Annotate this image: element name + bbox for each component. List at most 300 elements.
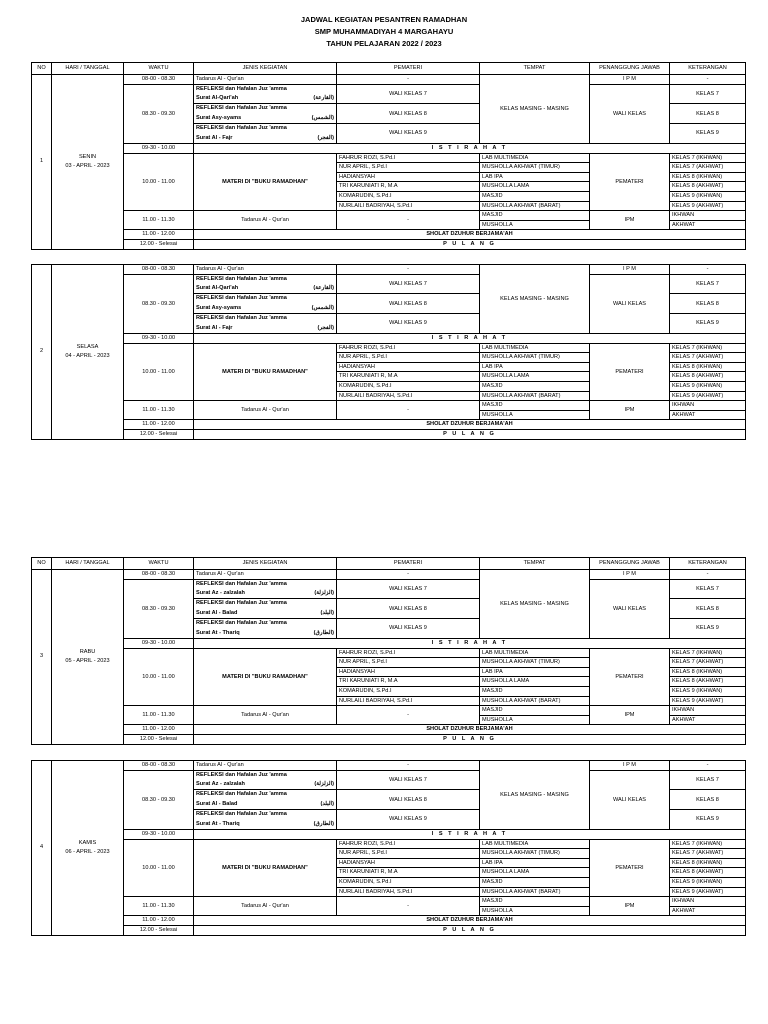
note-cell: KELAS 9 (670, 314, 746, 334)
place-cell: MUSHOLLA AKHWAT (TIMUR) (480, 353, 590, 363)
day-name: RABU (79, 649, 96, 656)
day-date: 03 - APRIL - 2023 (65, 162, 110, 169)
speaker-cell: WALI KELAS 9 (337, 619, 480, 639)
time-cell: 08-00 - 08.30 (124, 265, 194, 275)
surat-arabic: (القارعة) (313, 285, 334, 291)
day-date: 04 - APRIL - 2023 (65, 352, 110, 359)
table-row (32, 579, 746, 599)
speaker-cell: - (337, 211, 480, 230)
place-cell: MASJID (480, 401, 590, 411)
speaker-cell: WALI KELAS 9 (337, 810, 480, 830)
note-cell: KELAS 7 (670, 84, 746, 104)
note-cell: KELAS 8 (670, 294, 746, 314)
activity-cell: Tadarus Al - Qur'an (194, 75, 337, 85)
speaker-cell: WALI KELAS 7 (337, 770, 480, 790)
note-cell: IKHWAN (670, 706, 746, 716)
note-cell: - (670, 570, 746, 580)
table-row (32, 144, 746, 154)
table-row (32, 925, 746, 935)
note-cell: KELAS 9 (670, 810, 746, 830)
pj-cell: PEMATERI (590, 343, 670, 401)
break-cell: I S T I R A H A T (194, 830, 746, 840)
place-cell: MUSHOLLA (480, 220, 590, 230)
surat-arabic: (القارعة) (313, 95, 334, 101)
speaker-cell: WALI KELAS 9 (337, 314, 480, 334)
surat-name: Surat Al - Balad (196, 800, 238, 807)
place-cell: MASJID (480, 192, 590, 202)
place-cell: MASJID (480, 382, 590, 392)
refleksi-label: REFLEKSI dan Hafalan Juz 'amma (196, 791, 287, 798)
pj-cell: I P M (590, 570, 670, 580)
speaker-cell: WALI KELAS 8 (337, 599, 480, 619)
day-date: 06 - APRIL - 2023 (65, 848, 110, 855)
column-header: JENIS KEGIATAN (194, 558, 337, 570)
surat-name: Surat At - Thariq (196, 820, 240, 827)
row-number: 2 (32, 265, 52, 440)
surat-arabic: (الزلزلة) (314, 590, 334, 596)
time-cell: 08.30 - 09.30 (124, 770, 194, 829)
activity-cell (194, 274, 337, 294)
note-cell: KELAS 9 (IKHWAN) (670, 878, 746, 888)
surat-name: Surat Al - Fajr (196, 134, 233, 141)
surat-arabic: (الزلزلة) (314, 781, 334, 787)
place-cell: MUSHOLLA AKHWAT (BARAT) (480, 391, 590, 401)
pj-cell: PEMATERI (590, 839, 670, 897)
table-row (32, 916, 746, 926)
day-date: 05 - APRIL - 2023 (65, 657, 110, 664)
time-cell: 11.00 - 11.30 (124, 706, 194, 725)
pj-cell: WALI KELAS (590, 274, 670, 333)
time-cell: 12.00 - Selesai (124, 925, 194, 935)
speaker-cell: FAHRUR ROZI, S.Pd.I (337, 343, 480, 353)
activity-cell (194, 104, 337, 124)
table-row (32, 761, 746, 771)
note-cell: KELAS 7 (IKHWAN) (670, 839, 746, 849)
place-cell: LAB MULTIMEDIA (480, 648, 590, 658)
place-cell: KELAS MASING - MASING (480, 570, 590, 639)
table-row (32, 897, 746, 907)
surat-arabic: (الفجر) (317, 134, 334, 141)
surat-arabic: (الطارق) (313, 629, 334, 636)
note-cell: KELAS 8 (IKHWAN) (670, 858, 746, 868)
time-cell: 09-30 - 10.00 (124, 830, 194, 840)
refleksi-label: REFLEKSI dan Hafalan Juz 'amma (196, 811, 287, 818)
note-cell: KELAS 9 (670, 619, 746, 639)
time-cell: 08-00 - 08.30 (124, 75, 194, 85)
pj-cell: IPM (590, 897, 670, 916)
note-cell: KELAS 7 (AKHWAT) (670, 163, 746, 173)
refleksi-label: REFLEKSI dan Hafalan Juz 'amma (196, 295, 287, 302)
surat-name: Surat Az - zalzalah (196, 590, 245, 596)
note-cell: IKHWAN (670, 211, 746, 221)
note-cell: KELAS 7 (670, 770, 746, 790)
activity-cell: Tadarus Al - Qur'an (194, 265, 337, 275)
place-cell: MUSHOLLA (480, 715, 590, 725)
note-cell: AKHWAT (670, 220, 746, 230)
speaker-cell: HADIANSYAH (337, 172, 480, 182)
table-row (32, 211, 746, 221)
speaker-cell: FAHRUR ROZI, S.Pd.I (337, 153, 480, 163)
place-cell: KELAS MASING - MASING (480, 265, 590, 334)
table-row (32, 401, 746, 411)
time-cell: 12.00 - Selesai (124, 429, 194, 439)
document-title-block (0, 14, 768, 50)
column-header: HARI / TANGGAL (52, 63, 124, 75)
break-cell: I S T I R A H A T (194, 639, 746, 649)
speaker-cell: NUR APRIL, S.Pd.I (337, 163, 480, 173)
note-cell: KELAS 7 (IKHWAN) (670, 153, 746, 163)
note-cell: KELAS 7 (670, 274, 746, 294)
speaker-cell: KOMARUDIN, S.Pd.I (337, 878, 480, 888)
place-cell: MUSHOLLA (480, 410, 590, 420)
dismissal-cell: P U L A N G (194, 925, 746, 935)
pj-cell: PEMATERI (590, 153, 670, 211)
surat-name: Surat Al - Balad (196, 609, 238, 616)
table-row (32, 725, 746, 735)
speaker-cell: - (337, 897, 480, 916)
refleksi-label: REFLEKSI dan Hafalan Juz 'amma (196, 105, 287, 112)
surat-name: Surat Asy-syams (196, 114, 242, 121)
note-cell: KELAS 7 (AKHWAT) (670, 658, 746, 668)
place-cell: MUSHOLLA LAMA (480, 182, 590, 192)
activity-cell: Tadarus Al - Qur'an (194, 761, 337, 771)
table-row (32, 265, 746, 275)
place-cell: MUSHOLLA LAMA (480, 677, 590, 687)
speaker-cell: - (337, 75, 480, 85)
column-header: TEMPAT (480, 63, 590, 75)
note-cell: KELAS 8 (AKHWAT) (670, 182, 746, 192)
time-cell: 10.00 - 11.00 (124, 343, 194, 401)
place-cell: MASJID (480, 706, 590, 716)
activity-cell: Tadarus Al - Qur'an (194, 706, 337, 725)
column-header: PEMATERI (337, 558, 480, 570)
refleksi-label: REFLEKSI dan Hafalan Juz 'amma (196, 600, 287, 607)
time-cell: 08-00 - 08.30 (124, 761, 194, 771)
academic-year: TAHUN PELAJARAN 2022 / 2023 (326, 39, 442, 48)
school-name: SMP MUHAMMADIYAH 4 MARGAHAYU (314, 27, 454, 36)
speaker-cell: WALI KELAS 8 (337, 294, 480, 314)
time-cell: 11.00 - 12.00 (124, 916, 194, 926)
refleksi-label: REFLEKSI dan Hafalan Juz 'amma (196, 580, 287, 587)
speaker-cell: WALI KELAS 7 (337, 579, 480, 599)
note-cell: IKHWAN (670, 897, 746, 907)
place-cell: LAB MULTIMEDIA (480, 839, 590, 849)
note-cell: KELAS 7 (IKHWAN) (670, 648, 746, 658)
time-cell: 08-00 - 08.30 (124, 570, 194, 580)
column-header: TEMPAT (480, 558, 590, 570)
table-row (32, 648, 746, 658)
table-row (32, 420, 746, 430)
speaker-cell: KOMARUDIN, S.Pd.I (337, 382, 480, 392)
place-cell: MUSHOLLA AKHWAT (TIMUR) (480, 163, 590, 173)
place-cell: KELAS MASING - MASING (480, 75, 590, 144)
refleksi-label: REFLEKSI dan Hafalan Juz 'amma (196, 771, 287, 778)
activity-cell (194, 84, 337, 104)
table-row (32, 734, 746, 744)
speaker-cell: NURLAILI BADRIYAH, S.Pd.I (337, 391, 480, 401)
note-cell: KELAS 8 (AKHWAT) (670, 372, 746, 382)
surat-name: Surat Al - Fajr (196, 324, 233, 331)
place-cell: MUSHOLLA AKHWAT (BARAT) (480, 887, 590, 897)
note-cell: KELAS 7 (670, 579, 746, 599)
activity-cell (194, 770, 337, 790)
speaker-cell: NURLAILI BADRIYAH, S.Pd.I (337, 696, 480, 706)
pj-cell: WALI KELAS (590, 84, 670, 143)
note-cell: KELAS 9 (IKHWAN) (670, 382, 746, 392)
table-row (32, 570, 746, 580)
break-cell: I S T I R A H A T (194, 144, 746, 154)
activity-cell (194, 599, 337, 619)
speaker-cell: TRI KARUNIATI R, M.A (337, 182, 480, 192)
speaker-cell: TRI KARUNIATI R, M.A (337, 677, 480, 687)
pj-cell: PEMATERI (590, 648, 670, 706)
day-schedule-table (31, 62, 746, 250)
column-header: KETERANGAN (670, 63, 746, 75)
place-cell: LAB MULTIMEDIA (480, 343, 590, 353)
speaker-cell: FAHRUR ROZI, S.Pd.I (337, 648, 480, 658)
speaker-cell: WALI KELAS 7 (337, 84, 480, 104)
surat-arabic: (الفجر) (317, 324, 334, 331)
time-cell: 09-30 - 10.00 (124, 334, 194, 344)
activity-cell: Tadarus Al - Qur'an (194, 897, 337, 916)
surat-name: Surat Az - zalzalah (196, 781, 245, 787)
time-cell: 11.00 - 11.30 (124, 401, 194, 420)
document-title: JADWAL KEGIATAN PESANTREN RAMADHAN (300, 15, 468, 24)
place-cell: MASJID (480, 897, 590, 907)
table-row (32, 639, 746, 649)
pj-cell: IPM (590, 401, 670, 420)
place-cell: LAB IPA (480, 172, 590, 182)
activity-cell: MATERI DI "BUKU RAMADHAN" (194, 839, 337, 897)
surat-arabic: (الشمس) (311, 114, 334, 121)
column-header: WAKTU (124, 63, 194, 75)
speaker-cell: HADIANSYAH (337, 362, 480, 372)
speaker-cell: WALI KELAS 9 (337, 124, 480, 144)
place-cell: LAB IPA (480, 362, 590, 372)
time-cell: 09-30 - 10.00 (124, 144, 194, 154)
place-cell: LAB IPA (480, 858, 590, 868)
column-header: PENANGGUNG JAWAB (590, 558, 670, 570)
note-cell: KELAS 9 (AKHWAT) (670, 201, 746, 211)
note-cell: - (670, 761, 746, 771)
place-cell: MASJID (480, 211, 590, 221)
note-cell: KELAS 8 (IKHWAN) (670, 172, 746, 182)
column-header: JENIS KEGIATAN (194, 63, 337, 75)
day-date-cell (52, 570, 124, 745)
row-number: 3 (32, 570, 52, 745)
place-cell: MUSHOLLA AKHWAT (TIMUR) (480, 849, 590, 859)
note-cell: IKHWAN (670, 401, 746, 411)
column-header: WAKTU (124, 558, 194, 570)
surat-arabic: (الطارق) (313, 820, 334, 827)
speaker-cell: - (337, 761, 480, 771)
prayer-cell: SHOLAT DZUHUR BERJAMA'AH (194, 420, 746, 430)
pj-cell: I P M (590, 761, 670, 771)
speaker-cell: NUR APRIL, S.Pd.I (337, 353, 480, 363)
surat-arabic: (البلد) (320, 609, 334, 616)
speaker-cell: - (337, 570, 480, 580)
column-header: KETERANGAN (670, 558, 746, 570)
day-schedule-table (31, 557, 746, 745)
speaker-cell: HADIANSYAH (337, 858, 480, 868)
refleksi-label: REFLEKSI dan Hafalan Juz 'amma (196, 275, 287, 282)
place-cell: MUSHOLLA AKHWAT (TIMUR) (480, 658, 590, 668)
note-cell: - (670, 265, 746, 275)
pj-cell: WALI KELAS (590, 579, 670, 638)
column-header: PENANGGUNG JAWAB (590, 63, 670, 75)
table-header-row (32, 558, 746, 570)
prayer-cell: SHOLAT DZUHUR BERJAMA'AH (194, 916, 746, 926)
speaker-cell: KOMARUDIN, S.Pd.I (337, 687, 480, 697)
row-number: 4 (32, 761, 52, 936)
note-cell: KELAS 8 (670, 790, 746, 810)
place-cell: LAB IPA (480, 667, 590, 677)
note-cell: KELAS 8 (IKHWAN) (670, 362, 746, 372)
table-row (32, 75, 746, 85)
note-cell: KELAS 8 (AKHWAT) (670, 677, 746, 687)
column-header: PEMATERI (337, 63, 480, 75)
speaker-cell: WALI KELAS 8 (337, 790, 480, 810)
note-cell: KELAS 9 (IKHWAN) (670, 192, 746, 202)
note-cell: KELAS 8 (670, 599, 746, 619)
time-cell: 12.00 - Selesai (124, 239, 194, 249)
place-cell: MASJID (480, 687, 590, 697)
speaker-cell: TRI KARUNIATI R, M.A (337, 868, 480, 878)
day-name: SELASA (76, 344, 99, 351)
column-header: NO (32, 558, 52, 570)
refleksi-label: REFLEKSI dan Hafalan Juz 'amma (196, 315, 287, 322)
place-cell: MUSHOLLA (480, 906, 590, 916)
place-cell: MUSHOLLA LAMA (480, 372, 590, 382)
time-cell: 12.00 - Selesai (124, 734, 194, 744)
table-row (32, 274, 746, 294)
place-cell: MUSHOLLA AKHWAT (BARAT) (480, 201, 590, 211)
pj-cell: IPM (590, 211, 670, 230)
place-cell: LAB MULTIMEDIA (480, 153, 590, 163)
surat-name: Surat Asy-syams (196, 304, 242, 311)
time-cell: 11.00 - 12.00 (124, 420, 194, 430)
table-row (32, 84, 746, 104)
note-cell: KELAS 9 (AKHWAT) (670, 391, 746, 401)
speaker-cell: WALI KELAS 7 (337, 274, 480, 294)
table-row (32, 153, 746, 163)
place-cell: MASJID (480, 878, 590, 888)
activity-cell: Tadarus Al - Qur'an (194, 570, 337, 580)
table-row (32, 334, 746, 344)
table-row (32, 770, 746, 790)
pj-cell: I P M (590, 265, 670, 275)
day-name: SENIN (78, 154, 97, 161)
surat-arabic: (البلد) (320, 800, 334, 807)
day-name: KAMIS (78, 840, 97, 847)
note-cell: AKHWAT (670, 906, 746, 916)
time-cell: 11.00 - 12.00 (124, 725, 194, 735)
column-header: HARI / TANGGAL (52, 558, 124, 570)
day-schedule-table (31, 760, 746, 936)
activity-cell: MATERI DI "BUKU RAMADHAN" (194, 343, 337, 401)
time-cell: 09-30 - 10.00 (124, 639, 194, 649)
table-row (32, 343, 746, 353)
note-cell: AKHWAT (670, 715, 746, 725)
time-cell: 10.00 - 11.00 (124, 153, 194, 211)
activity-cell (194, 619, 337, 639)
place-cell: MUSHOLLA LAMA (480, 868, 590, 878)
activity-cell (194, 124, 337, 144)
table-row (32, 830, 746, 840)
activity-cell: MATERI DI "BUKU RAMADHAN" (194, 648, 337, 706)
pj-cell: IPM (590, 706, 670, 725)
activity-cell: MATERI DI "BUKU RAMADHAN" (194, 153, 337, 211)
table-row (32, 839, 746, 849)
prayer-cell: SHOLAT DZUHUR BERJAMA'AH (194, 230, 746, 240)
speaker-cell: WALI KELAS 8 (337, 104, 480, 124)
note-cell: KELAS 9 (IKHWAN) (670, 687, 746, 697)
surat-arabic: (الشمس) (311, 304, 334, 311)
activity-cell: Tadarus Al - Qur'an (194, 211, 337, 230)
prayer-cell: SHOLAT DZUHUR BERJAMA'AH (194, 725, 746, 735)
time-cell: 08.30 - 09.30 (124, 274, 194, 333)
place-cell: KELAS MASING - MASING (480, 761, 590, 830)
activity-cell (194, 790, 337, 810)
dismissal-cell: P U L A N G (194, 239, 746, 249)
note-cell: KELAS 8 (IKHWAN) (670, 667, 746, 677)
refleksi-label: REFLEKSI dan Hafalan Juz 'amma (196, 125, 287, 132)
day-schedule-table (31, 264, 746, 440)
note-cell: KELAS 8 (670, 104, 746, 124)
speaker-cell: - (337, 265, 480, 275)
speaker-cell: NUR APRIL, S.Pd.I (337, 658, 480, 668)
note-cell: KELAS 7 (IKHWAN) (670, 343, 746, 353)
surat-name: Surat Al-Qari'ah (196, 285, 239, 291)
table-row (32, 230, 746, 240)
speaker-cell: - (337, 401, 480, 420)
table-header-row (32, 63, 746, 75)
note-cell: KELAS 8 (AKHWAT) (670, 868, 746, 878)
day-date-cell (52, 265, 124, 440)
activity-cell (194, 314, 337, 334)
speaker-cell: HADIANSYAH (337, 667, 480, 677)
surat-name: Surat Al-Qari'ah (196, 95, 239, 101)
dismissal-cell: P U L A N G (194, 429, 746, 439)
note-cell: AKHWAT (670, 410, 746, 420)
speaker-cell: TRI KARUNIATI R, M.A (337, 372, 480, 382)
refleksi-label: REFLEKSI dan Hafalan Juz 'amma (196, 620, 287, 627)
time-cell: 10.00 - 11.00 (124, 648, 194, 706)
pj-cell: I P M (590, 75, 670, 85)
time-cell: 11.00 - 12.00 (124, 230, 194, 240)
break-cell: I S T I R A H A T (194, 334, 746, 344)
activity-cell (194, 294, 337, 314)
surat-name: Surat At - Thariq (196, 629, 240, 636)
speaker-cell: - (337, 706, 480, 725)
speaker-cell: KOMARUDIN, S.Pd.I (337, 192, 480, 202)
speaker-cell: FAHRUR ROZI, S.Pd.I (337, 839, 480, 849)
activity-cell (194, 579, 337, 599)
note-cell: KELAS 9 (AKHWAT) (670, 696, 746, 706)
time-cell: 10.00 - 11.00 (124, 839, 194, 897)
pj-cell: WALI KELAS (590, 770, 670, 829)
place-cell: MUSHOLLA AKHWAT (BARAT) (480, 696, 590, 706)
dismissal-cell: P U L A N G (194, 734, 746, 744)
column-header: NO (32, 63, 52, 75)
row-number: 1 (32, 75, 52, 250)
day-date-cell (52, 761, 124, 936)
time-cell: 11.00 - 11.30 (124, 897, 194, 916)
note-cell: KELAS 7 (AKHWAT) (670, 849, 746, 859)
note-cell: KELAS 7 (AKHWAT) (670, 353, 746, 363)
note-cell: KELAS 9 (670, 124, 746, 144)
speaker-cell: NURLAILI BADRIYAH, S.Pd.I (337, 201, 480, 211)
